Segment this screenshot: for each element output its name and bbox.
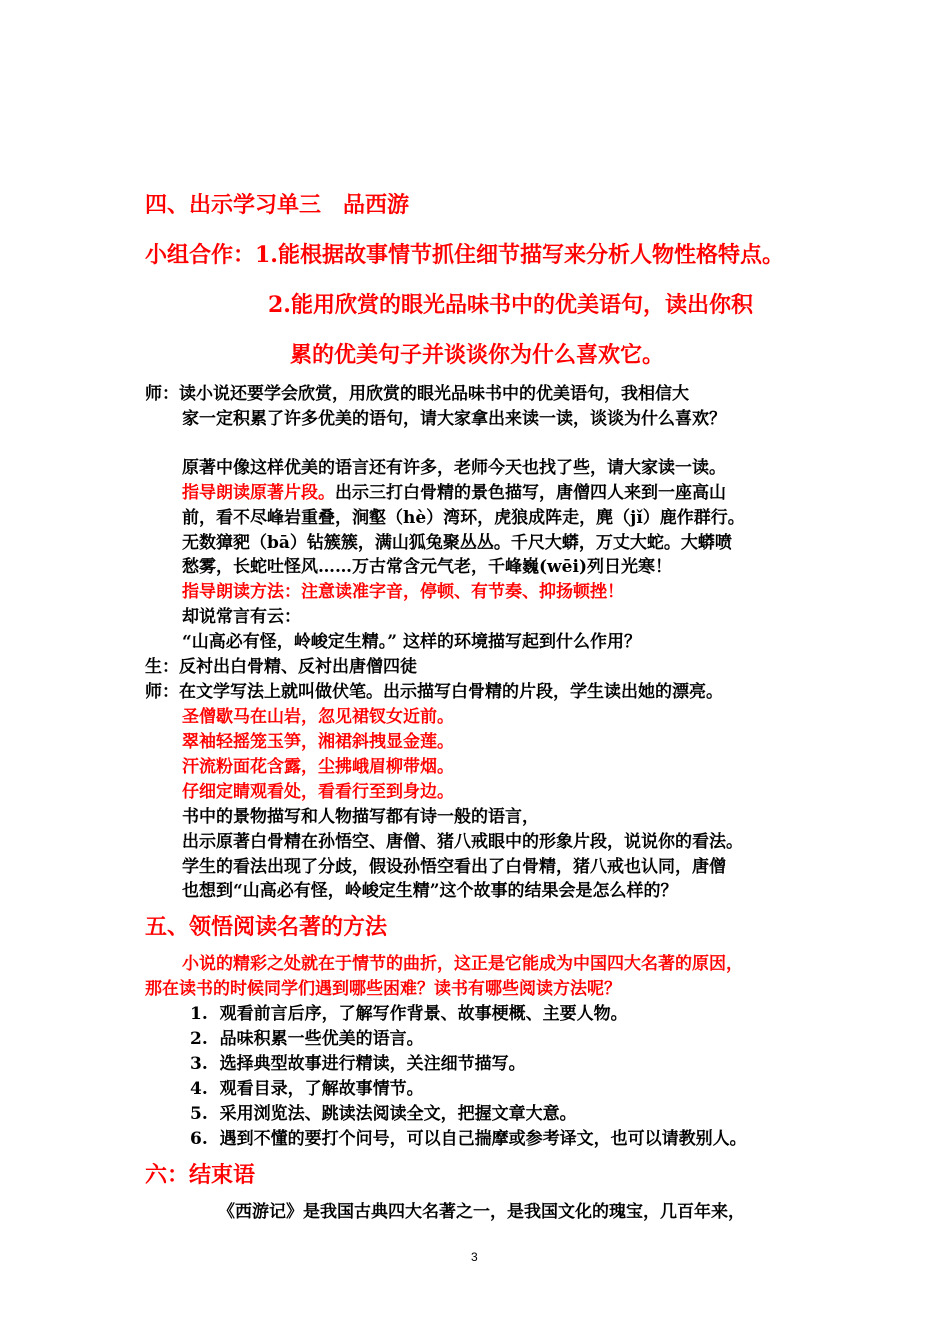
list-number: 3. [190, 1054, 208, 1074]
section-5-intro-cont: 那在读书的时候同学们遇到哪些困难？读书有哪些阅读方法呢？ [145, 979, 621, 999]
coop-goal-2: 2.能用欣赏的眼光品味书中的优美语句，读出你积 [268, 292, 753, 318]
student-answer: 生：反衬出白骨精、反衬出唐僧四徒 [145, 657, 417, 677]
page-number: 3 [471, 1250, 478, 1264]
guide-reading-label: 指导朗读原著片段。 [182, 483, 335, 503]
list-text: 选择典型故事进行精读，关注细节描写。 [219, 1054, 526, 1074]
coop-goal-1: 小组合作：1.能根据故事情节抓住细节描写来分析人物性格特点。 [145, 242, 784, 268]
reading-method-guide: 指导朗读方法：注意读准字音，停顿、有节奏、抑扬顿挫！ [182, 582, 624, 602]
list-item [190, 1024, 424, 1049]
list-item [190, 1049, 526, 1074]
paragraph-poetic-language: 书中的景物描写和人物描写都有诗一般的语言， [182, 807, 539, 827]
scene-line-2: 前，看不尽峰岩重叠，涧壑（hè）湾环，虎狼成阵走，麂（jǐ）鹿作群行。 [182, 508, 745, 528]
paragraph-divergence: 学生的看法出现了分歧，假设孙悟空看出了白骨精，猪八戒也认同，唐僧 [182, 857, 726, 877]
list-item [190, 1074, 424, 1099]
list-item [190, 1099, 577, 1124]
coop-goal-2-cont: 累的优美句子并谈谈你为什么喜欢它。 [290, 342, 665, 368]
paragraph-show-excerpt: 出示原著白骨精在孙悟空、唐僧、猪八戒眼中的形象片段，说说你的看法。 [182, 832, 743, 852]
list-number: 2. [190, 1029, 208, 1049]
list-item [190, 999, 628, 1024]
list-number: 1. [190, 1004, 208, 1024]
teacher-line-1: 师：读小说还要学会欣赏，用欣赏的眼光品味书中的优美语句，我相信大 [145, 384, 689, 404]
guide-reading-text: 出示三打白骨精的景色描写，唐僧四人来到一座高山 [335, 483, 726, 503]
poem-line-3: 汗流粉面花含露，尘拂峨眉柳带烟。 [182, 757, 454, 777]
list-text: 观看前言后序，了解写作背景、故事梗概、主要人物。 [219, 1004, 628, 1024]
closing-paragraph: 《西游记》是我国古典四大名著之一，是我国文化的瑰宝，几百年来， [218, 1202, 745, 1222]
section-5-intro: 小说的精彩之处就在于情节的曲折，这正是它能成为中国四大名著的原因， [182, 954, 743, 974]
list-text: 采用浏览法、跳读法阅读全文，把握文章大意。 [219, 1104, 577, 1124]
poem-line-1: 圣僧歇马在山岩，忽见裙钗女近前。 [182, 707, 454, 727]
paragraph-original-language: 原著中像这样优美的语言还有许多，老师今天也找了些，请大家读一读。 [182, 458, 726, 478]
list-number: 6. [190, 1129, 208, 1149]
poem-line-4: 仔细定睛观看处，看看行至到身边。 [182, 782, 454, 802]
section-5-title: 五、领悟阅读名著的方法 [145, 914, 388, 940]
guide-reading-line [182, 478, 726, 503]
poem-line-2: 翠袖轻摇笼玉笋，湘裙斜拽显金莲。 [182, 732, 454, 752]
list-number: 5. [190, 1104, 208, 1124]
list-number: 4. [190, 1079, 208, 1099]
teacher-line-2: 师：在文学写法上就叫做伏笔。出示描写白骨精的片段，学生读出她的漂亮。 [145, 682, 723, 702]
saying-question: “山高必有怪，岭峻定生精。” 这样的环境描写起到什么作用？ [182, 632, 641, 652]
scene-line-4: 愁雾，长蛇吐怪风……万古常含元气老，千峰巍(wēi)列日光寒！ [182, 557, 672, 577]
list-text: 品味积累一些优美的语言。 [219, 1029, 424, 1049]
section-6-title: 六：结束语 [145, 1162, 256, 1188]
paragraph-divergence-cont: 也想到“山高必有怪，岭峻定生精”这个故事的结果会是怎么样的？ [182, 881, 678, 901]
list-item [190, 1124, 747, 1149]
scene-line-3: 无数獐豝（bā）钻簇簇，满山狐兔聚丛丛。千尺大蟒，万丈大蛇。大蟒喷 [182, 533, 732, 553]
list-text: 观看目录，了解故事情节。 [219, 1079, 424, 1099]
section-4-title: 四、出示学习单三 品西游 [145, 192, 410, 218]
saying-intro: 却说常言有云： [182, 607, 301, 627]
teacher-line-1-cont: 家一定积累了许多优美的语句，请大家拿出来读一读，谈谈为什么喜欢？ [182, 409, 726, 429]
list-text: 遇到不懂的要打个问号，可以自己揣摩或参考译文，也可以请教别人。 [219, 1129, 747, 1149]
